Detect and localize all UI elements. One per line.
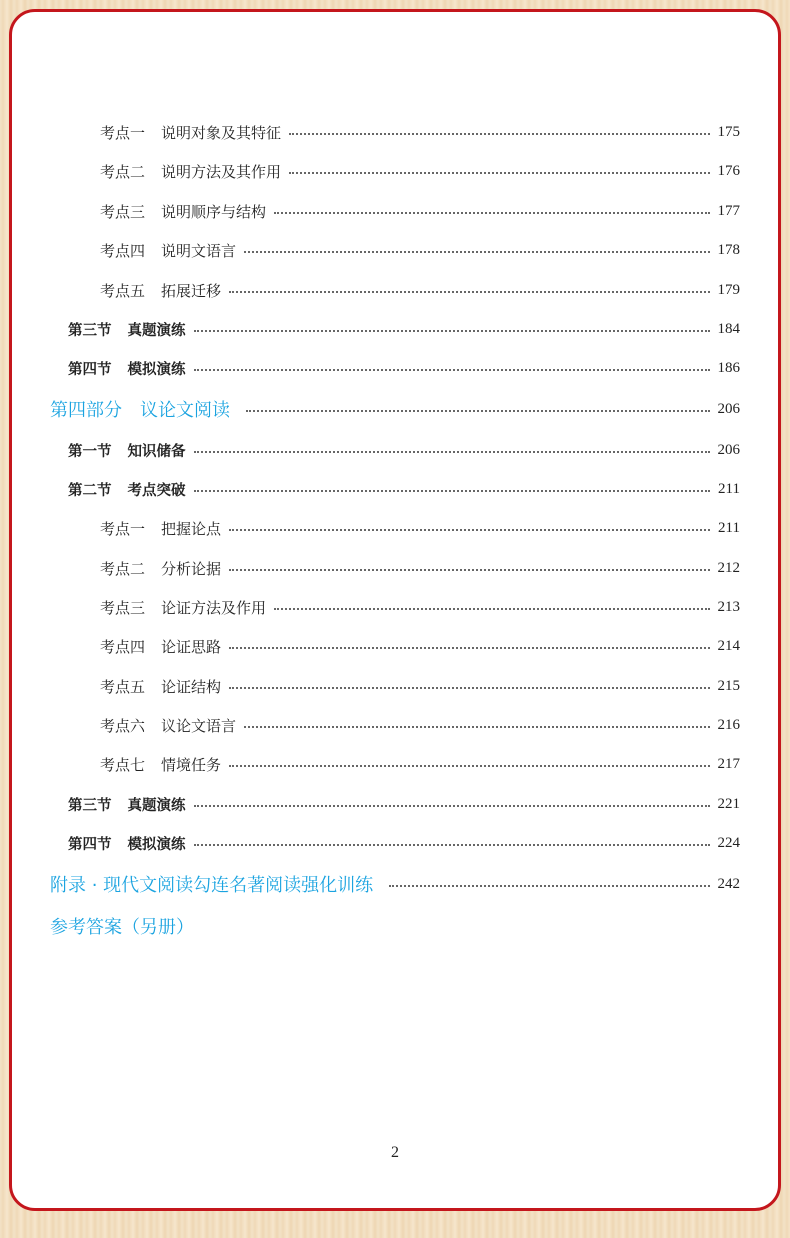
toc-entry-number: 考点四 — [100, 241, 146, 260]
toc-entry-label — [68, 479, 186, 500]
toc-entry-label — [68, 319, 186, 340]
dot-leader — [274, 212, 709, 214]
toc-entry-title: 论证结构 — [161, 677, 222, 696]
dot-leader — [289, 133, 709, 135]
toc-entry-page: 179 — [717, 281, 740, 298]
toc-entry-label — [100, 676, 221, 697]
toc-entry[interactable] — [12, 595, 778, 619]
toc-entry-page: 206 — [717, 441, 740, 458]
toc-entry-title: 知识储备 — [127, 443, 186, 460]
toc-entry-title: 说明顺序与结构 — [161, 202, 267, 221]
toc-entry[interactable] — [12, 356, 778, 380]
toc-entry[interactable] — [12, 556, 778, 580]
toc-entry-label — [100, 122, 281, 143]
toc-entry-title: 把握论点 — [161, 519, 222, 538]
toc-entry-number: 考点一 — [100, 519, 146, 538]
toc-entry[interactable] — [12, 516, 778, 540]
dot-leader — [246, 410, 710, 412]
toc-entry-title: 论证方法及作用 — [161, 598, 267, 617]
toc-entry-title: 论证思路 — [161, 637, 222, 656]
toc-entry-page: 178 — [717, 241, 740, 258]
toc-entry-label — [100, 715, 236, 736]
toc-entry-label — [100, 240, 236, 261]
toc-entry-label — [100, 754, 221, 775]
dot-leader — [194, 490, 711, 492]
toc-entry-title: 附录 · 现代文阅读勾连名著阅读强化训练 — [50, 875, 374, 896]
toc-entry-number: 考点二 — [100, 162, 146, 181]
toc-entry[interactable] — [12, 634, 778, 658]
toc-entry-title: 说明文语言 — [161, 241, 237, 260]
toc-entry-number: 考点三 — [100, 598, 146, 617]
toc-entry-label — [100, 597, 266, 618]
toc-entry-page: 216 — [717, 716, 740, 733]
toc-entry-page: 184 — [717, 320, 740, 337]
dot-leader — [194, 330, 710, 332]
dot-leader — [274, 608, 709, 610]
toc-entry-title: 考点突破 — [127, 482, 186, 499]
toc-entry-title: 议论文语言 — [161, 716, 237, 735]
dot-leader — [244, 251, 709, 253]
toc-entry-number: 第三节 — [68, 322, 112, 339]
toc-entry-title: 情境任务 — [161, 755, 222, 774]
toc-entry-page: 214 — [717, 637, 740, 654]
dot-leader — [289, 172, 709, 174]
toc-entry-label — [100, 518, 221, 539]
page-number: 2 — [391, 1144, 399, 1161]
dot-leader — [194, 369, 710, 371]
dot-leader — [229, 529, 710, 531]
toc-entry-page: 212 — [717, 559, 740, 576]
toc-entry-page: 176 — [717, 162, 740, 179]
toc-entry-number: 考点七 — [100, 755, 146, 774]
toc-entry-number: 第一节 — [68, 443, 112, 460]
toc-entry[interactable] — [12, 159, 778, 183]
toc-entry-label — [100, 161, 281, 182]
toc-entry-page: 186 — [717, 359, 740, 376]
toc-entry[interactable] — [12, 752, 778, 776]
toc-entry[interactable] — [12, 397, 778, 421]
toc-entry-page: 221 — [717, 795, 740, 812]
toc-entry-title: 真题演练 — [127, 322, 186, 339]
toc-entry-number: 考点三 — [100, 202, 146, 221]
toc-entry-page: 206 — [717, 400, 740, 417]
toc-entry-number: 第四部分 — [50, 400, 122, 421]
toc-entry-title: 拓展迁移 — [161, 281, 222, 300]
toc-entry-number: 第二节 — [68, 482, 112, 499]
toc-entry-page: 224 — [717, 834, 740, 851]
toc-entry-number: 考点五 — [100, 677, 146, 696]
toc-entry[interactable] — [12, 278, 778, 302]
toc-entry-page: 242 — [717, 875, 740, 892]
dot-leader — [229, 687, 709, 689]
toc-entry-label — [68, 440, 186, 461]
toc-entry-number: 第四节 — [68, 361, 112, 378]
toc-entry-title: 分析论据 — [161, 559, 222, 578]
toc-entry-title: 参考答案（另册） — [50, 917, 194, 938]
toc-entry[interactable] — [12, 199, 778, 223]
toc-entry[interactable] — [12, 914, 778, 938]
toc-entry[interactable] — [12, 792, 778, 816]
dot-leader — [194, 805, 710, 807]
toc-entry-page: 177 — [717, 202, 740, 219]
toc-entry-label — [100, 280, 221, 301]
toc-page — [9, 9, 781, 1211]
toc-entry[interactable] — [12, 238, 778, 262]
toc-entry[interactable] — [12, 713, 778, 737]
toc-entry[interactable] — [12, 872, 778, 896]
toc-entry[interactable] — [12, 120, 778, 144]
toc-entry-number: 第三节 — [68, 797, 112, 814]
toc-entry-number: 考点四 — [100, 637, 146, 656]
toc-entry-page: 217 — [717, 755, 740, 772]
toc-entry-title: 说明对象及其特征 — [161, 123, 282, 142]
toc-entry-title: 说明方法及其作用 — [161, 162, 282, 181]
dot-leader — [194, 844, 710, 846]
toc-entry-label — [50, 396, 230, 422]
toc-entry-title: 模拟演练 — [127, 836, 186, 853]
dot-leader — [389, 885, 709, 887]
toc-entry[interactable] — [12, 831, 778, 855]
dot-leader — [244, 726, 709, 728]
dot-leader — [229, 569, 709, 571]
toc-entry-number: 考点一 — [100, 123, 146, 142]
toc-entry-label — [50, 913, 194, 939]
toc-entry-title: 模拟演练 — [127, 361, 186, 378]
toc-entry[interactable] — [12, 317, 778, 341]
toc-entry-title: 真题演练 — [127, 797, 186, 814]
toc-entry-page: 213 — [717, 598, 740, 615]
toc-entry-number: 考点五 — [100, 281, 146, 300]
dot-leader — [229, 765, 709, 767]
toc-entry-label — [100, 201, 266, 222]
toc-entry-label — [68, 358, 186, 379]
toc-entry-label — [68, 833, 186, 854]
dot-leader — [229, 291, 709, 293]
toc-entry-label — [100, 558, 221, 579]
toc-entry-page: 211 — [718, 480, 740, 497]
dot-leader — [194, 451, 710, 453]
toc-entry[interactable] — [12, 477, 778, 501]
toc-entry[interactable] — [12, 438, 778, 462]
dot-leader — [229, 647, 709, 649]
toc-entry-page: 211 — [718, 519, 740, 536]
toc-entry-label — [50, 871, 373, 897]
toc-entry-label — [100, 636, 221, 657]
toc-entry-number: 考点二 — [100, 559, 146, 578]
toc-entry-title: 议论文阅读 — [140, 400, 230, 421]
toc-entry[interactable] — [12, 674, 778, 698]
toc-entry-label — [68, 794, 186, 815]
toc-entry-page: 175 — [717, 123, 740, 140]
toc-entry-number: 第四节 — [68, 836, 112, 853]
toc-entry-page: 215 — [717, 677, 740, 694]
toc-entry-number: 考点六 — [100, 716, 146, 735]
